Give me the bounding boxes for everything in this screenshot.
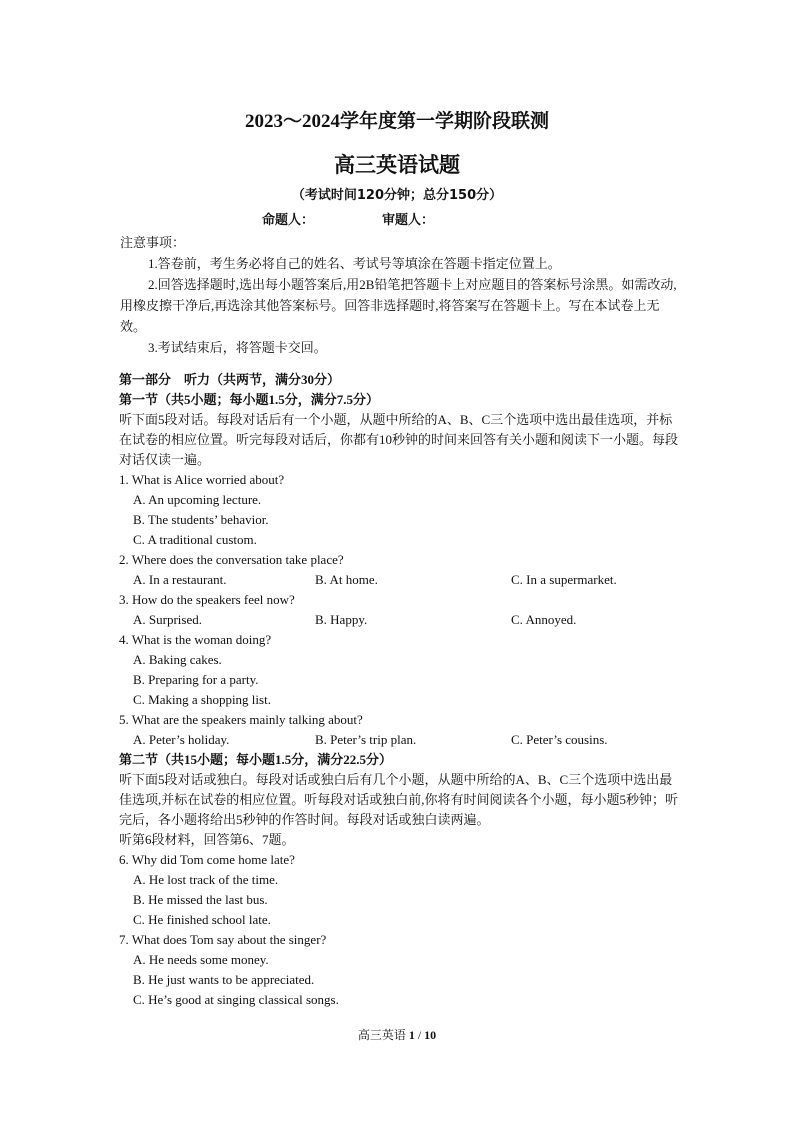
notice-block xyxy=(120,232,680,358)
notice-item: 2.回答选择题时,选出每小题答案后,用2B铅笔把答题卡上对应题目的答案标号涂黑。如需改动,用橡皮擦干净后,再选涂其他答案标号。回答非选择题时,将答案写在答题卡上。写在本试卷上无效。 xyxy=(120,277,677,334)
option: B. The students’ behavior. xyxy=(133,512,269,527)
notice-heading: 注意事项： xyxy=(120,235,186,250)
question-7: 7. What does Tom say about the singer? xyxy=(119,932,327,947)
section1-instructions: 听下面5段对话。每段对话后有一个小题，从题中所给的A、B、C三个选项中选出最佳选项，并标在试卷的相应位置。听完每段对话后，你都有10秒钟的时间来回答有关小题和阅读下一小题。每段对话仅读一遍。 xyxy=(119,412,679,467)
page-separator: / xyxy=(417,1028,422,1042)
page-footer xyxy=(0,1026,794,1043)
setter-label: 命题人： xyxy=(262,213,315,228)
subject-title: 高三英语试题 xyxy=(334,153,460,177)
part-title: 第一部分 听力（共两节，满分30分） xyxy=(119,372,341,387)
material-note: 听第6段材料，回答第6、7题。 xyxy=(119,832,295,847)
listening-part xyxy=(119,370,679,1010)
page-total: 10 xyxy=(424,1028,437,1042)
option: A. He lost track of the time. xyxy=(133,872,279,887)
notice-item: 3.考试结束后，将答题卡交回。 xyxy=(148,340,327,355)
option: B. He missed the last bus. xyxy=(133,892,268,907)
option: C. He finished school late. xyxy=(133,912,271,927)
question-1: 1. What is Alice worried about? xyxy=(119,472,285,487)
reviewer-label: 审题人： xyxy=(382,213,435,228)
option: A. He needs some money. xyxy=(133,952,269,967)
section1-title: 第一节（共5小题；每小题1.5分，满分7.5分） xyxy=(119,392,380,407)
option: C. Annoyed. xyxy=(511,612,577,627)
option: A. Surprised. xyxy=(133,612,202,627)
section2-instructions: 听下面5段对话或独白。每段对话或独白后有几个小题，从题中所给的A、B、C三个选项中选出最佳选项,并标在试卷的相应位置。听每段对话或独白前,你将有时间阅读各个小题，每小题5秒钟；听完后，各小题将给出5秒钟的作答时间。每段对话或独白读两遍。 xyxy=(119,772,679,827)
option: C. Peter’s cousins. xyxy=(511,732,608,747)
option: A. Peter’s holiday. xyxy=(133,732,230,747)
question-5: 5. What are the speakers mainly talking about? xyxy=(119,712,363,727)
exam-title: 2023～2024学年度第一学期阶段联测 xyxy=(244,111,549,132)
options-row xyxy=(119,610,679,630)
option: B. He just wants to be appreciated. xyxy=(133,972,315,987)
question-4: 4. What is the woman doing? xyxy=(119,632,272,647)
page-number: 1 xyxy=(408,1028,415,1042)
section2-title: 第二节（共15小题；每小题1.5分，满分22.5分） xyxy=(119,752,393,767)
question-6: 6. Why did Tom come home late? xyxy=(119,852,295,867)
options-row xyxy=(119,570,679,590)
option: B. Peter’s trip plan. xyxy=(315,732,417,747)
option: A. Baking cakes. xyxy=(133,652,222,667)
option: C. He’s good at singing classical songs. xyxy=(133,992,339,1007)
option: C. In a supermarket. xyxy=(511,572,617,587)
option: C. Making a shopping list. xyxy=(133,692,271,707)
authors-line xyxy=(262,209,434,228)
question-2: 2. Where does the conversation take place? xyxy=(119,552,344,567)
options-row xyxy=(119,730,679,750)
option: B. Preparing for a party. xyxy=(133,672,259,687)
notice-item: 1.答卷前，考生务必将自己的姓名、考试号等填涂在答题卡指定位置上。 xyxy=(148,256,561,271)
option: A. An upcoming lecture. xyxy=(133,492,262,507)
footer-subject: 高三英语 xyxy=(357,1028,406,1042)
exam-info: （考试时间120分钟；总分150分） xyxy=(291,188,503,203)
option: C. A traditional custom. xyxy=(133,532,257,547)
option: B. Happy. xyxy=(315,612,368,627)
option: A. In a restaurant. xyxy=(133,572,227,587)
question-3: 3. How do the speakers feel now? xyxy=(119,592,295,607)
option: B. At home. xyxy=(315,572,378,587)
